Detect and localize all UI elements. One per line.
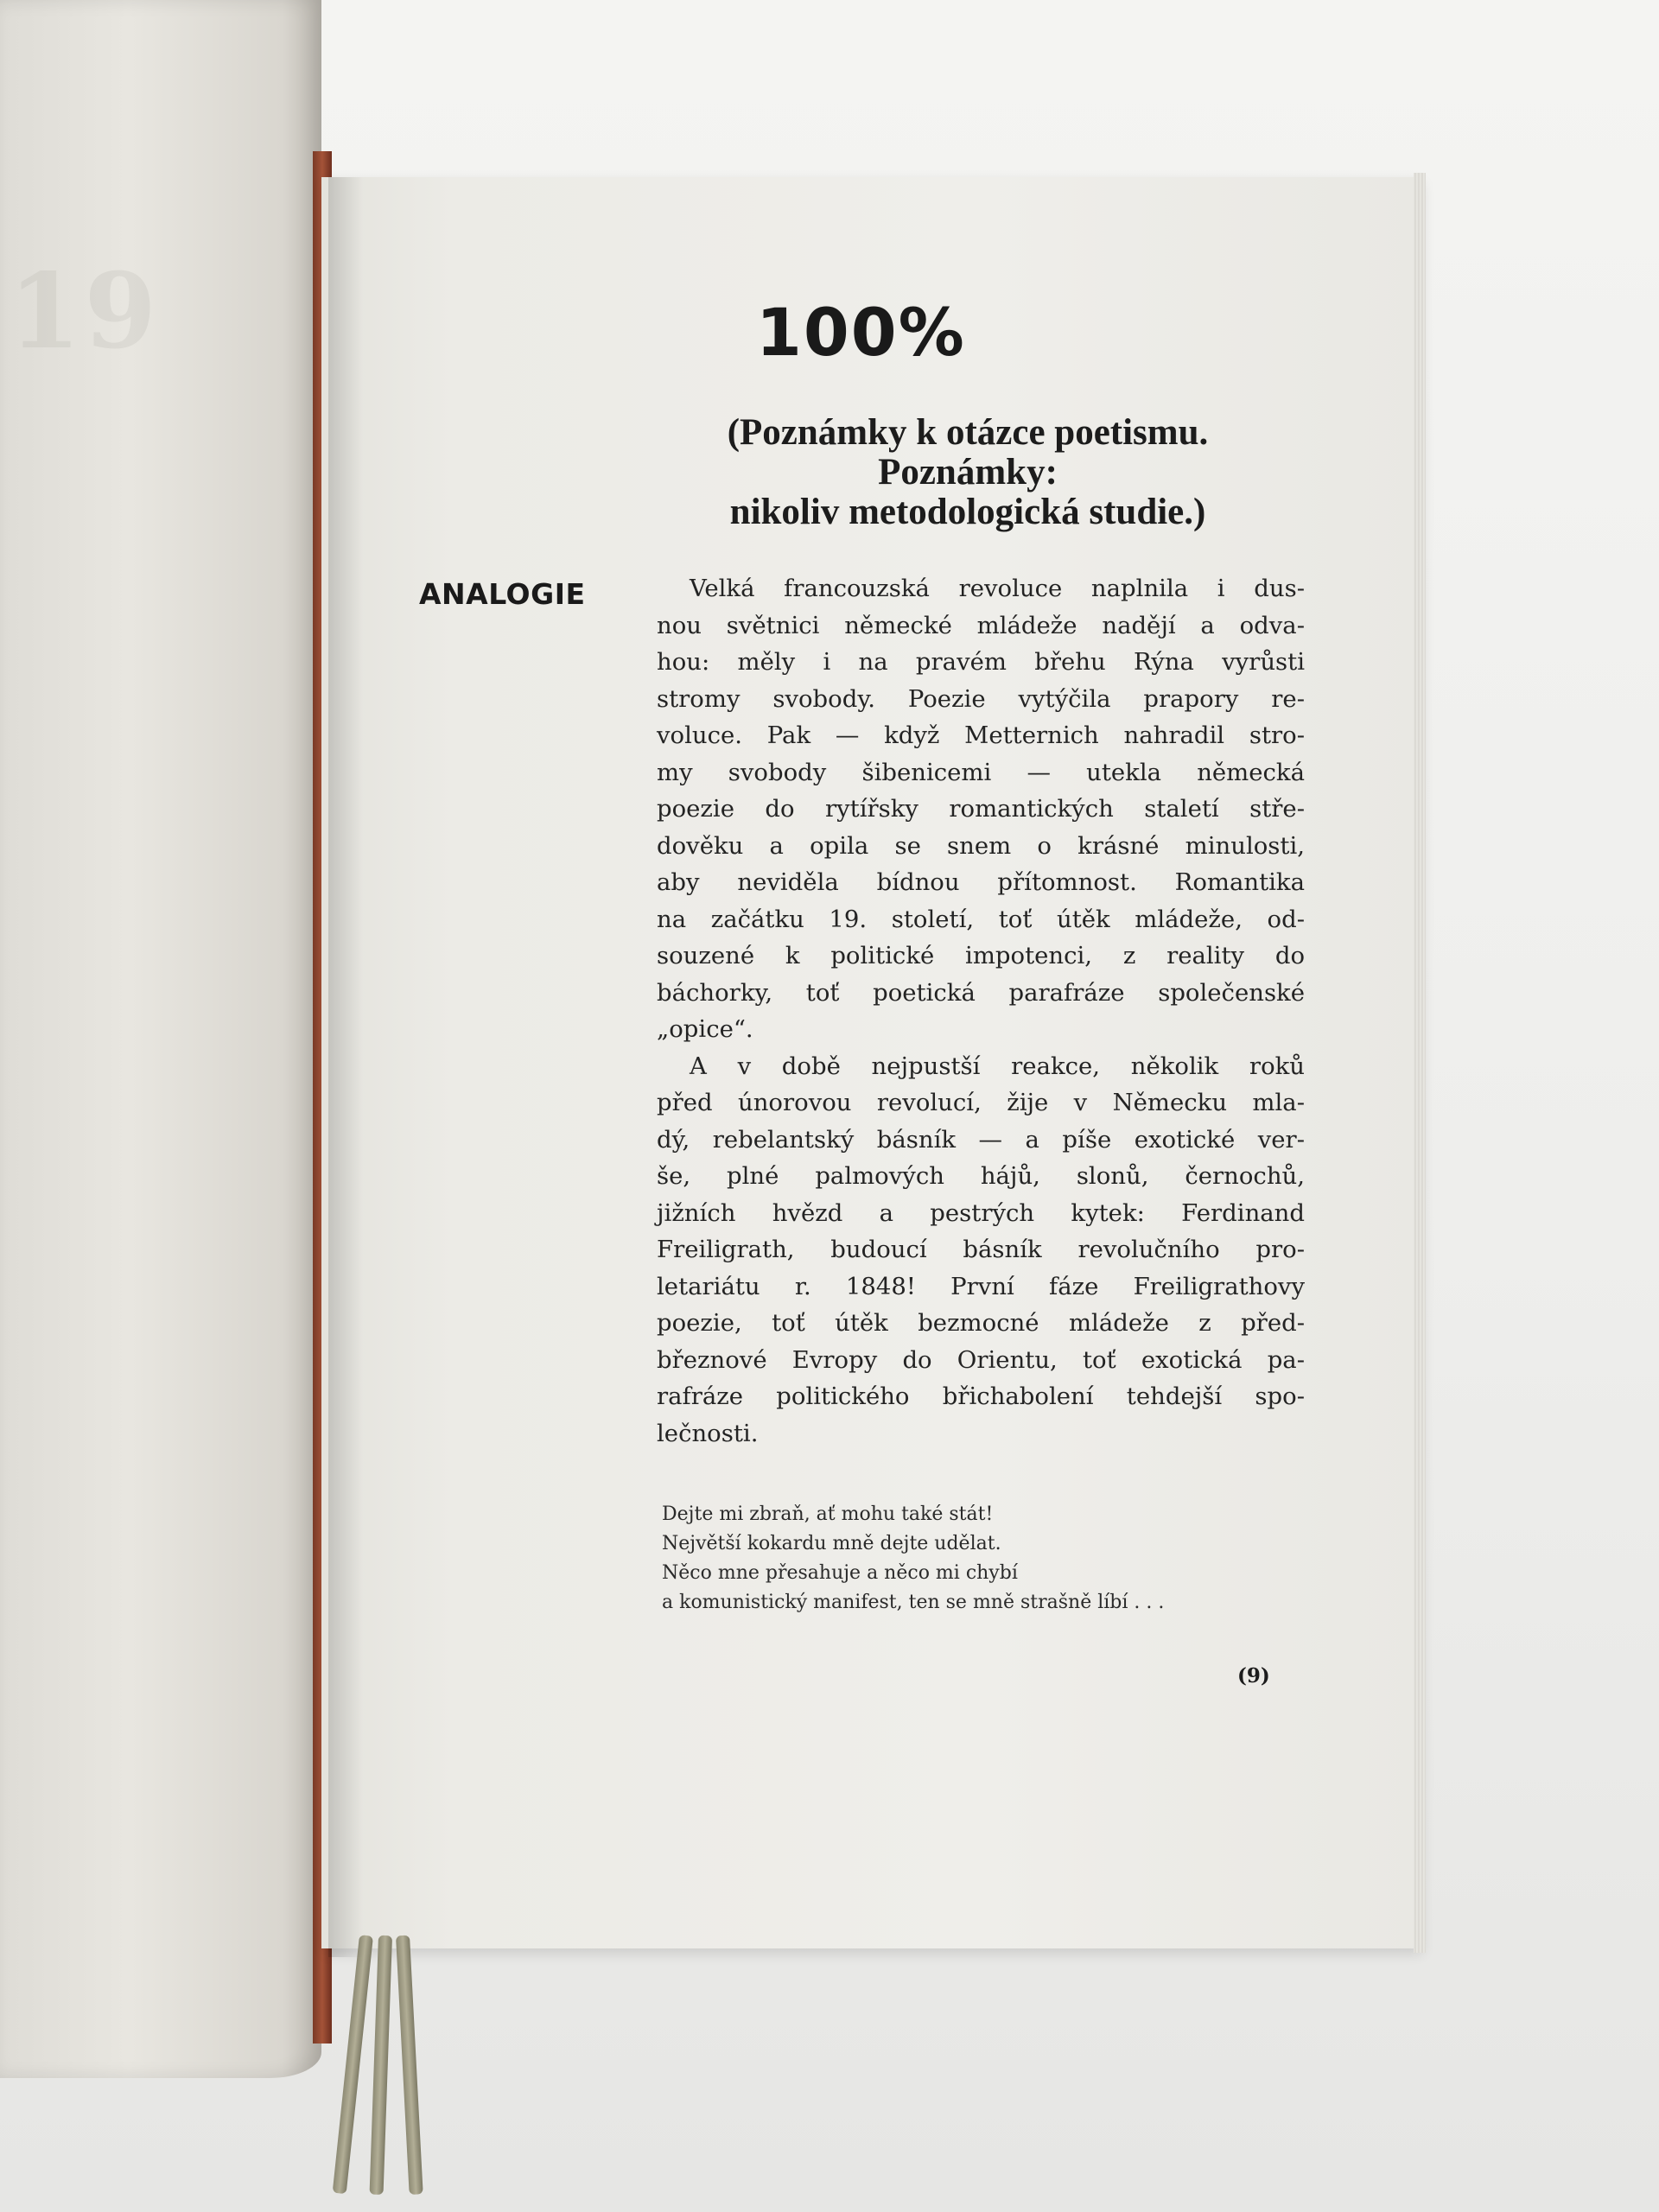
body-text xyxy=(657,570,1305,1452)
body-line: poezie do rytířsky romantických staletí stře- xyxy=(657,795,1305,823)
subtitle-line: Poznámky: xyxy=(878,452,1058,493)
body-line: nou světnici německé mládeže nadějí a odva- xyxy=(657,611,1305,639)
body-line: jižních hvězd a pestrých kytek: Ferdinand xyxy=(657,1198,1305,1227)
body-line: voluce. Pak — když Metternich nahradil stro- xyxy=(657,721,1305,749)
gutter-shadow xyxy=(328,177,363,1957)
body-line: poezie, toť útěk bezmocné mládeže z před- xyxy=(657,1309,1305,1337)
body-line: lečnosti. xyxy=(657,1419,759,1447)
page-title: 100% xyxy=(756,294,966,371)
bookmark-ribbon[interactable] xyxy=(344,1936,439,2212)
body-line: Freiligrath, budoucí básník revolučního pro- xyxy=(657,1236,1305,1263)
body-line: báchorky, toť poetická parafráze společenské xyxy=(657,978,1305,1007)
ribbon-strand xyxy=(333,1935,373,2194)
left-page xyxy=(0,0,321,2078)
body-line: A v době nejpustší reakce, několik roků xyxy=(690,1052,1305,1080)
body-line: březnové Evropy do Orientu, toť exotická pa- xyxy=(657,1345,1305,1374)
body-line: dověku a opila se snem o krásné minulosti, xyxy=(657,831,1305,860)
show-through-text: 19 xyxy=(9,251,160,372)
body-line: před únorovou revolucí, žije v Německu mla- xyxy=(657,1089,1305,1116)
body-line: letariátu r. 1848! První fáze Freiligrathovy xyxy=(657,1272,1305,1300)
body-line: rafráze politického břichabolení tehdejší spo- xyxy=(657,1382,1305,1410)
ribbon-strand xyxy=(370,1936,392,2195)
verse-line: Něco mne přesahuje a něco mi chybí xyxy=(662,1562,1018,1584)
verse-line: Největší kokardu mně dejte udělat. xyxy=(662,1533,1001,1554)
subtitle-line: nikoliv metodologická studie.) xyxy=(729,492,1206,532)
verse-line: a komunistický manifest, ten se mně strašně líbí . . . xyxy=(662,1592,1165,1613)
marginal-heading: ANALOGIE xyxy=(419,577,586,611)
verse-line: Dejte mi zbraň, ať mohu také stát! xyxy=(662,1503,994,1525)
subtitle xyxy=(683,413,1253,532)
body-line: dý, rebelantský básník — a píše exotické ver- xyxy=(657,1125,1305,1154)
body-line: aby neviděla bídnou přítomnost. Romantika xyxy=(657,868,1305,896)
body-line: na začátku 19. století, toť útěk mládeže, od- xyxy=(657,905,1305,933)
body-line: stromy svobody. Poezie vytýčila prapory re- xyxy=(657,684,1305,713)
body-line: „opice“. xyxy=(657,1015,753,1043)
subtitle-line: (Poznámky k otázce poetismu. xyxy=(727,412,1209,453)
body-line: souzené k politické impotenci, z reality do xyxy=(657,942,1305,969)
body-line: hou: měly i na pravém břehu Rýna vyrůsti xyxy=(657,648,1305,676)
body-line: še, plné palmových hájů, slonů, černochů, xyxy=(657,1162,1305,1190)
ribbon-strand xyxy=(396,1936,423,2195)
body-line: Velká francouzská revoluce naplnila i dus- xyxy=(690,575,1305,602)
page-number: (9) xyxy=(1237,1664,1270,1688)
body-line: my svobody šibenicemi — utekla německá xyxy=(657,758,1305,786)
page-edge xyxy=(1414,173,1426,1953)
verse-quote xyxy=(662,1500,1319,1618)
